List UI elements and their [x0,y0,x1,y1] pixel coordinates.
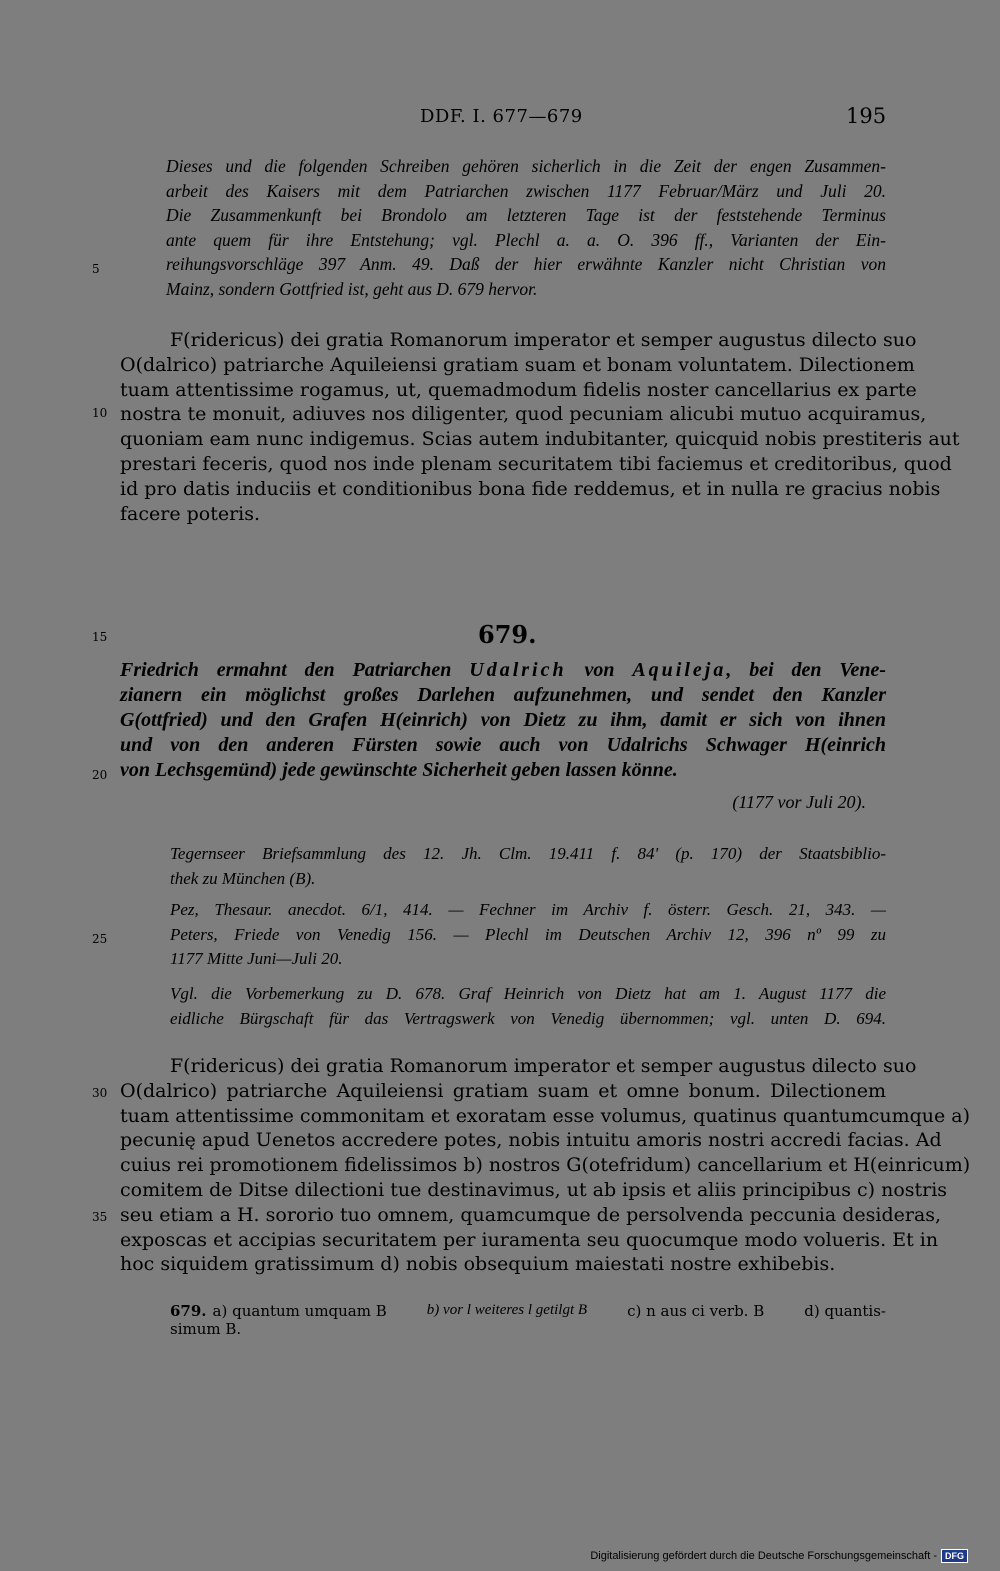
source-line: Peters, Friede von Venedig 156. — Plechl im Deutschen Archiv 12, 396 nº 99 zu [170,924,886,944]
footnote-b: b) vor l weiteres l getilgt B [426,1302,588,1318]
summary-line: von Lechsgemünd) jede gewünschte Sicherheit geben lassen könne. [120,759,678,781]
running-header: DDF. I. 677—679 [420,106,583,127]
source-line: thek zu München (B). [170,868,316,888]
summary-line: G(ottfried) und den Grafen H(einrich) von Dietz zu ihm, damit er sich von ihnen [120,709,886,731]
source-remarks [170,982,886,1031]
summary-line [120,658,886,683]
source-line: 1177 Mitte Juni—Juli 20. [170,949,343,969]
letter-line: facere poteris. [120,502,261,525]
line-number: 15 [92,630,108,644]
intro-line: arbeit des Kaisers mit dem Patriarchen zwischen 1177 Februar/März und Juli 20. [166,180,886,201]
intro-line: reihungsvorschläge 397 Anm. 49. Daß der hier erwähnte Kanzler nicht Christian von [166,254,886,275]
footnote-text: a) quantum umquam B [212,1302,387,1320]
source-line: Tegernseer Briefsammlung des 12. Jh. Clm. 19.411 f. 84' (p. 170) der Staatsbiblio- [170,844,886,863]
summary-text: , bei den Vene- [726,659,886,681]
line-number: 5 [92,262,100,276]
summary-line: zianern ein möglichst großes Darlehen aufzunehmen, und sendet den Kanzler [120,684,886,706]
letter-line: O(dalrico) patriarche Aquileiensi gratiam suam et omne bonum. Dilectionem [120,1079,886,1102]
line-number: 25 [92,932,108,946]
summary-line: und von den anderen Fürsten sowie auch von Udalrichs Schwager H(einrich [120,734,886,756]
date: (1177 vor Juli 20). [732,792,866,812]
letter-line: F(ridericus) dei gratia Romanorum imperator et semper augustus dilecto suo [170,1055,917,1077]
letter-678-text [120,328,960,526]
letter-line: tuam attentissime commonitam et exoratam esse volumus, quatinus quantumcumque a) [120,1104,971,1127]
footnote-d: d) quantis- [804,1302,886,1320]
letter-line: comitem de Ditse dilectioni tue destinavimus, ut ab ipsis et aliis principibus c) nostris [120,1178,948,1201]
summary-text: Friedrich ermahnt den Patriarchen [120,659,470,681]
summary-name: Aquileja [632,659,727,681]
footer-credit-text: Digitalisierung gefördert durch die Deutsche Forschungsgemeinschaft - [590,1550,937,1562]
intro-line: Dieses und die folgenden Schreiben gehören sicherlich in die Zeit der engen Zusammen- [166,156,886,176]
letter-line: quoniam eam nunc indigemus. Scias autem indubitanter, quicquid nobis prestiteris aut [120,428,960,451]
source-line: Pez, Thesaur. anecdot. 6/1, 414. — Fechner im Archiv f. österr. Gesch. 21, 343. — [170,900,886,919]
document-number: 679. [478,620,537,649]
letter-line: cuius rei promotionem fidelissimos b) nostros G(otefridum) cancellarium et H(einricum) [120,1154,971,1177]
letter-line: F(ridericus) dei gratia Romanorum imperator et semper augustus dilecto suo [170,329,917,351]
letter-line: nostra te monuit, adiuves nos diligenter, quod pecuniam alicubi mutuo acquiramus, [120,403,927,426]
letter-line: pecunię apud Uenetos accredere potes, nobis intuitu amoris nostri accredi facias. Ad [120,1129,942,1152]
letter-679-text [120,1054,971,1277]
letter-line: tuam attentissime rogamus, ut, quemadmodum fidelis noster cancellarius ex parte [120,378,917,401]
source-manuscript [170,842,886,891]
summary-name: Udalrich [469,659,567,681]
source-line: eidliche Bürgschaft für das Vertragswerk von Venedig übernommen; vgl. unten D. 694. [170,1008,886,1028]
footnote-row [170,1302,886,1320]
line-number: 20 [92,768,108,782]
letter-line: id pro datis induciis et conditionibus bona fide reddemus, et in nulla re gracius nobis [120,477,941,500]
letter-line: O(dalrico) patriarche Aquileiensi gratiam suam et bonam voluntatem. Dilectionem [120,353,915,376]
summary [120,658,886,783]
source-editions [170,898,886,972]
letter-line: prestari feceris, quod nos inde plenam securitatem tibi faciemus et creditoribus, quod [120,452,952,475]
line-number: 35 [92,1210,108,1224]
letter-line: seu etiam a H. sororio tuo omnem, quamcumque de persolvenda peccunia desideras, [120,1203,942,1226]
footnote-d-continued: simum B. [170,1320,242,1338]
intro-line: Die Zusammenkunft bei Brondolo am letzteren Tage ist der feststehende Terminus [166,205,886,226]
page-number: 195 [846,104,887,128]
intro-note [166,154,886,302]
line-number: 10 [92,406,108,420]
footer-credit [590,1549,968,1563]
dfg-logo: DFG [941,1549,968,1563]
footnote-a [170,1302,387,1320]
footnote-number: 679. [170,1302,207,1320]
footnote-c: c) n aus ci verb. B [627,1302,765,1320]
footnotes [170,1302,886,1338]
letter-line: exposcas et accipias securitatem per iuramenta seu quocumque modo volueris. Et in [120,1228,939,1251]
summary-text: von [566,659,633,681]
source-line: Vgl. die Vorbemerkung zu D. 678. Graf Heinrich von Dietz hat am 1. August 1177 die [170,984,886,1003]
intro-line: ante quem für ihre Entstehung; vgl. Plechl a. a. O. 396 ff., Varianten der Ein- [166,229,886,250]
line-number: 30 [92,1086,108,1100]
letter-line: hoc siquidem gratissimum d) nobis obsequium maiestati nostre exhibebis. [120,1253,836,1276]
intro-line: Mainz, sondern Gottfried ist, geht aus D. 679 hervor. [166,278,538,299]
